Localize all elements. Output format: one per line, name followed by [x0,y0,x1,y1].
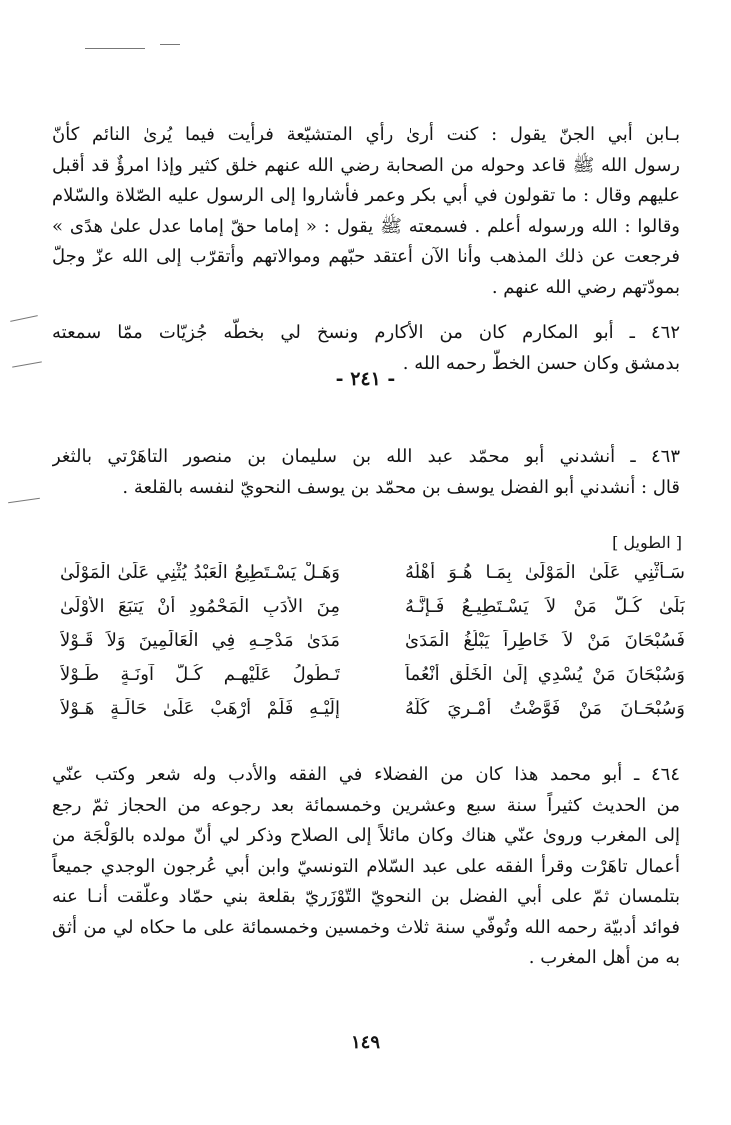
poem [60,555,685,725]
text-line: وقالوا : الله ورسوله أعلم . فسمعته ﷺ يقول : « إماما حقّ إماما عدل علىٰ هدًى » [52,215,680,237]
text-line: قال : أنشدني أبو الفضل يوسف بن محمّد بن يوسف النحويّ لنفسه بالقلعة . [122,476,680,498]
text-line: أعمال تاهَرْت وقرأ الفقه على عبد السّلام التونسيّ وابن أبي عُرجون الوجدي جميعاً [52,855,680,877]
verse-second-hemistich: إِلَيْـهِ فَلَمْ أَرْهَبْ عَلَىٰ حَالَـةٍ هَـوْلاَ [60,697,340,719]
verse-first-hemistich: وَسُبْحَانَ مَنْ يُسْدِي إِلَىٰ الْخَلْقِ أَنْعُماً [405,663,685,685]
verse-first-hemistich: فَسُبْحَانَ مَنْ لاَ خَاطِراً يَبْلُغُ الْمَدَىٰ [405,629,685,651]
poem-verse [60,555,685,589]
text-line: إلى المغرب وروىٰ عنّي هناك وكان مائلاً إلى الصلاح وذكر لي أنّ مولده بالوَلْجَة من [52,825,680,846]
scan-artifact [12,361,42,367]
verse-second-hemistich: وَهَـلْ يَسْـتَطِيعُ الْعَبْدُ يُثْنِي عَلَىٰ الْمَوْلَىٰ [60,561,340,583]
poem-verse [60,623,685,657]
text-line: بمودّتهم رضي الله عنهم . [491,276,680,298]
text-line: فرجعت عن ذلك المذهب وأنا الآن أعتقد حبّهم وموالاتهم وأتقرّب إلى الله عزّ وجلّ [52,246,680,267]
scan-artifact [8,498,40,503]
scan-artifact [85,48,145,49]
scan-artifact [10,315,38,322]
text-line: رسول الله ﷺ قاعد وحوله من الصحابة رضي الله عنهم خلق كثير وإذا امرؤٌ قد أقبل [52,154,680,176]
text-line: من الحديث كثيراً سنة سبع وعشرين وخمسمائة بعد رجوعه من الحجاز ثمّ رجع [52,794,680,816]
verse-second-hemistich: مَدَىٰ مَدْحِـهِ فِي الْعَالَمِينَ وَلاَ قَـوْلاَ [60,629,340,651]
text-line: ٤٦٢ ـ أبو المكارم كان من الأكارم ونسخ لي بخطّه جُزيّات ممّا سمعته [52,322,680,343]
text-line: فوائد أدبيّة رحمه الله وتُوفّي سنة ثلاث وخمسين وخمسمائة على ما حكاه لي من أثق [52,916,680,938]
poem-verse [60,691,685,725]
poem-meter-label: [ الطويل ] [612,533,682,552]
text-line: بتلمسان ثمّ على أبي الفضل بن النحويّ التّوْزَريّ بقلعة بني حمّاد وعلّقت أنـا عنه [52,886,680,907]
verse-second-hemistich: تَـطُولُ عَلَيْهِـم كُـلَّ آونَـةٍ طَـوْلاَ [60,663,340,685]
text-line: بـابن أبي الجنّ يقول : كنت أرىٰ رأي المتشيّعة فرأيت فيما يُرىٰ النائم كأنّ [52,124,680,145]
verse-second-hemistich: مِنَ الأَدَبِ الْمَحْمُودِ أَنْ يَتبَعَ الأَوْلَىٰ [60,595,340,617]
text-line: به من أهل المغرب . [528,947,680,968]
paragraph-460-continued [52,120,680,303]
verse-first-hemistich: بَلَىٰ كُـلُّ مَنْ لاَ يَسْـتَطِيـعُ فَـإِنَّـهُ [405,595,685,617]
verse-first-hemistich: سَـأُثْنِي عَلَىٰ الْمَوْلَىٰ بِمَـا هُـوَ أَهْلُهُ [405,561,685,583]
verse-first-hemistich: وَسُبْحَـانَ مَنْ فَوَّضْتُ أَمْـرِيَ كُلَّهُ [405,697,685,719]
text-line: عليهم وقال : ما تقولون في أبي بكر وعمر فأشاروا إلى الرسول عليه الصّلاة والسّلام [52,185,680,206]
text-line: بدمشق وكان حسن الخطّ رحمه الله . [402,352,680,374]
text-line: ٤٦٣ ـ أنشدني أبو محمّد عبد الله بن سليمان بن منصور التاهَرْتي بالثغر [52,446,680,467]
scan-artifact [160,44,180,45]
text-line: ٤٦٤ ـ أبو محمد هذا كان من الفضلاء في الفقه والأدب وله شعر وكتب عنّي [52,764,680,785]
poem-verse [60,589,685,623]
page-number: ١٤٩ [350,1032,380,1053]
poem-verse [60,657,685,691]
paragraph-463 [52,442,680,503]
paragraph-464 [52,760,680,974]
section-heading: - ٢٤١ - [335,368,396,390]
